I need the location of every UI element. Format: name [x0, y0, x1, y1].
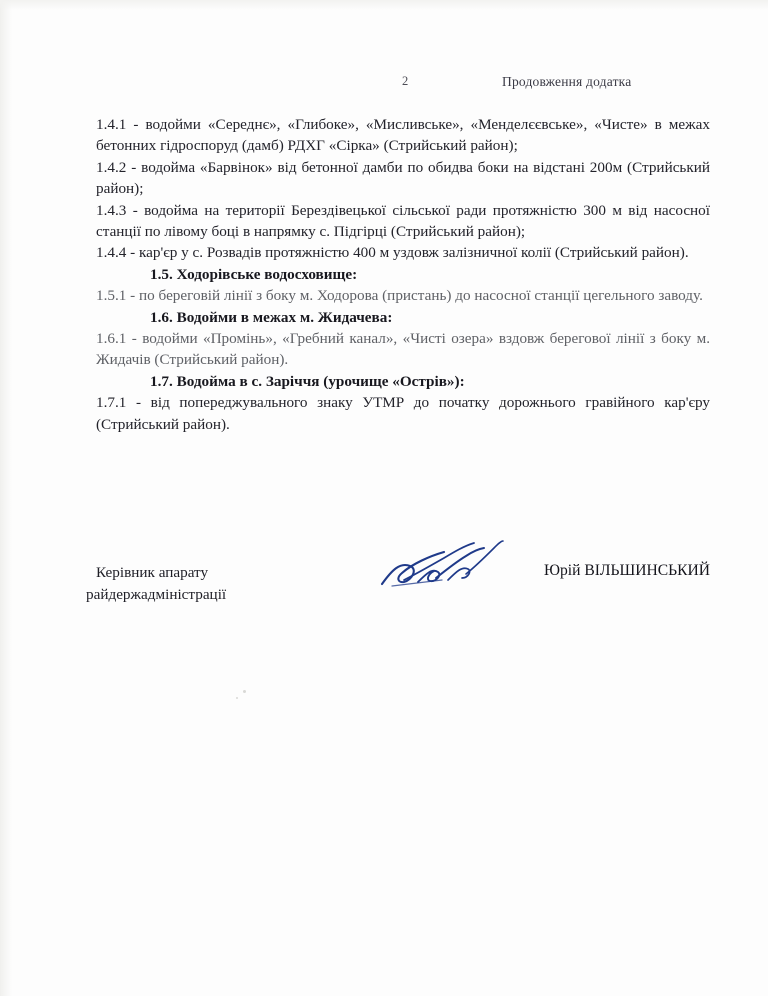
paragraph-1-7-1: 1.7.1 - від попереджувального знаку УТМР до початку дорожнього гравійного кар'єру (Стрийський район). — [96, 394, 710, 433]
paragraph-1-4-1: 1.4.1 - водойми «Середнє», «Глибоке», «Мисливське», «Менделєєвське», «Чисте» в межах бетонних гідроспоруд (дамб) РДХГ «Сірка» (Стрийський район); — [96, 116, 710, 155]
paragraph-1-6-1: 1.6.1 - водойми «Промінь», «Гребний канал», «Чисті озера» вздовж берегової лінії з боку м. Жидачів (Стрийський район). — [96, 330, 710, 369]
heading-1-6: 1.6. Водойми в межах м. Жидачева: — [150, 308, 393, 326]
paragraph-1-5-1: 1.5.1 - по береговій лінії з боку м. Ходорова (пристань) до насосної станції цегельного заводу. — [96, 287, 703, 305]
heading-1-5: 1.5. Ходорівське водосховище: — [150, 265, 358, 283]
paragraph-1-4-2: 1.4.2 - водойма «Барвінок» від бетонної дамби по обидва боки на відстані 200м (Стрийський район); — [96, 158, 710, 198]
paragraph-1-4-4: 1.4.4 - кар'єр у с. Розвадів протяжністю 400 м уздовж залізничної колії (Стрийський район). — [96, 244, 689, 262]
paragraph-1-4-3: 1.4.3 - водойма на території Берездівецької сільської ради протяжністю 300 м від насосної станції по лівому боці в напрямку с. Підгірці (Стрийський район); — [96, 201, 710, 241]
signatory-title-line-1: Керівник апарату — [96, 564, 209, 581]
header-continuation-note: Продовження додатка — [502, 74, 632, 89]
signer-name: Юрій ВІЛЬШИНСЬКИЙ — [543, 562, 710, 579]
heading-1-7: 1.7. Водойма в с. Заріччя (урочище «Острів»): — [150, 372, 465, 390]
signatory-title — [86, 540, 227, 628]
signature-block — [86, 540, 710, 603]
page-header — [96, 74, 708, 92]
document-body — [96, 114, 710, 435]
scan-speck — [243, 690, 246, 693]
page-number: 2 — [402, 74, 409, 88]
signatory-title-line-2: райдержадміністрації — [86, 586, 227, 603]
scan-edge-left — [0, 0, 12, 996]
scan-edge-top — [0, 0, 768, 10]
handwritten-signature-mark — [374, 540, 544, 596]
scan-speck — [236, 697, 238, 699]
